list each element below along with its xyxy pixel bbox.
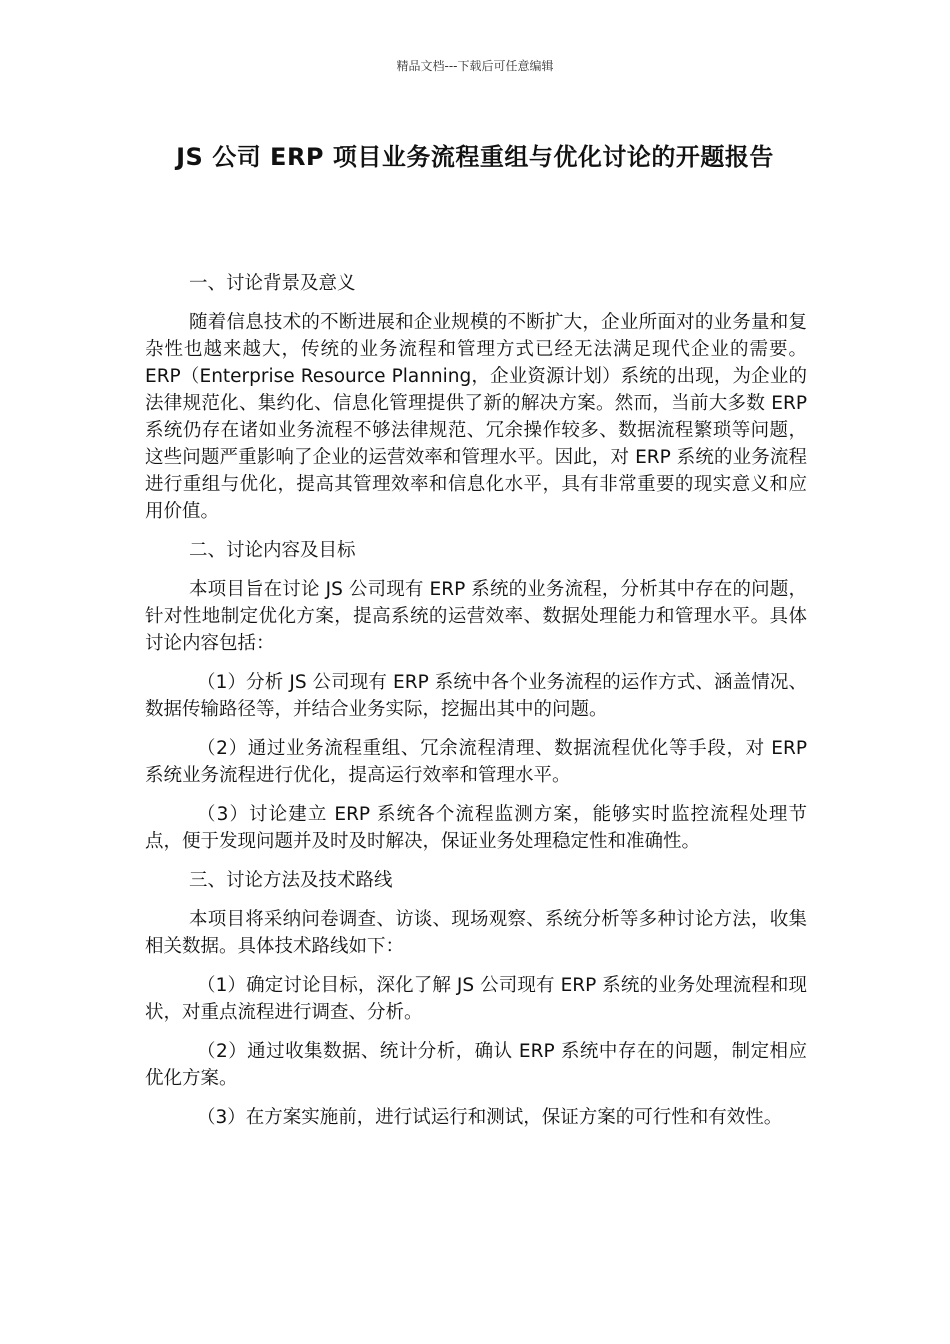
document-body — [145, 270, 807, 1143]
section-heading: 二、讨论内容及目标 — [189, 540, 356, 561]
body-paragraph: 随着信息技术的不断进展和企业规模的不断扩大，企业所面对的业务量和复杂性也越来越大，传统的业务流程和管理方式已经无法满足现代企业的需要。ERP（Enterprise Resource Planning，企业资源计划）系统的出现，为企业的法律规范化、集约化、信息化管理提供了新的解决方案。然而，当前大多数 ERP 系统仍存在诸如业务流程不够法律规范、冗余操作较多、数据流程繁琐等问题，这些问题严重影响了企业的运营效率和管理水平。因此，对 ERP 系统的业务流程进行重组与优化，提高其管理效率和信息化水平，具有非常重要的现实意义和应用价值。 — [145, 312, 807, 522]
list-item: （2）通过业务流程重组、冗余流程清理、数据流程优化等手段，对 ERP 系统业务流程进行优化，提高运行效率和管理水平。 — [145, 738, 807, 786]
list-item: （3）讨论建立 ERP 系统各个流程监测方案，能够实时监控流程处理节点，便于发现问题并及时及时解决，保证业务处理稳定性和准确性。 — [145, 804, 807, 852]
section-heading: 三、讨论方法及技术路线 — [189, 870, 393, 891]
header-note: 精品文档---下载后可任意编辑 — [396, 59, 554, 73]
document-title: JS 公司 ERP 项目业务流程重组与优化讨论的开题报告 — [176, 143, 774, 171]
list-item: （2）通过收集数据、统计分析，确认 ERP 系统中存在的问题，制定相应优化方案。 — [145, 1041, 807, 1089]
list-item: （3）在方案实施前，进行试运行和测试，保证方案的可行性和有效性。 — [197, 1107, 783, 1128]
body-paragraph: 本项目将采纳问卷调查、访谈、现场观察、系统分析等多种讨论方法，收集相关数据。具体技术路线如下： — [145, 909, 807, 957]
list-item: （1）确定讨论目标，深化了解 JS 公司现有 ERP 系统的业务处理流程和现状，对重点流程进行调查、分析。 — [145, 975, 807, 1023]
body-paragraph: 本项目旨在讨论 JS 公司现有 ERP 系统的业务流程，分析其中存在的问题，针对性地制定优化方案，提高系统的运营效率、数据处理能力和管理水平。具体讨论内容包括： — [145, 579, 807, 654]
list-item: （1）分析 JS 公司现有 ERP 系统中各个业务流程的运作方式、涵盖情况、数据传输路径等，并结合业务实际，挖掘出其中的问题。 — [145, 672, 807, 720]
section-heading: 一、讨论背景及意义 — [189, 273, 356, 294]
